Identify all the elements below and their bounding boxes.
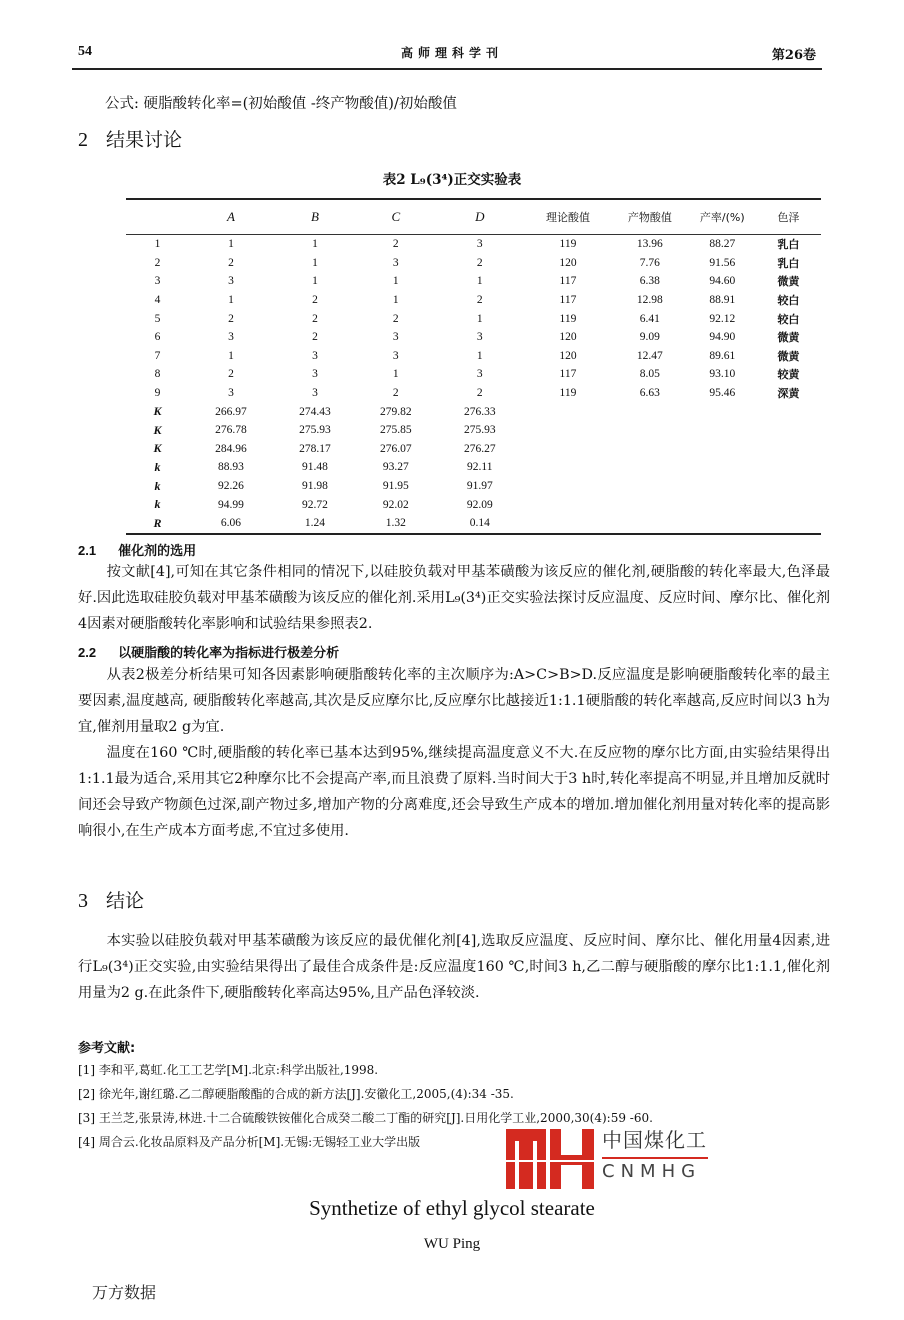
- table-cell: 0.14: [435, 514, 525, 534]
- section-2-2-heading: [78, 642, 339, 661]
- stat-label: R: [126, 514, 189, 534]
- table-cell: 91.56: [709, 256, 736, 269]
- table-cell: 3: [392, 256, 399, 269]
- volume-label: 第26卷: [771, 48, 816, 63]
- logo-divider: [602, 1157, 708, 1159]
- table-cell: 89.61: [709, 349, 736, 362]
- table-cell: 1: [228, 349, 234, 362]
- table-cell: 88.91: [709, 294, 736, 307]
- table-row: [126, 272, 821, 291]
- table-cell: 3: [154, 275, 161, 288]
- table-caption: 表2 L₉(3⁴)正交实验表: [382, 172, 522, 188]
- table-cell: 3: [476, 238, 483, 251]
- table-cell: 92.12: [709, 312, 736, 325]
- table-cell: [525, 440, 611, 459]
- table-cell: 117: [559, 294, 577, 307]
- table-cell: 2: [312, 294, 318, 307]
- table-cell: 91.95: [382, 480, 409, 493]
- table-cell: 93.27: [382, 461, 409, 474]
- paragraph: 本实验以硅胶负载对甲基苯磺酸为该反应的最优催化剂[4],选取反应温度、反应时间、摩尔比、催化用量4因素,进行L₉(3⁴)正交实验,由实验结果得出了最佳合成条件是:反应温度160 ℃,时间3 h,乙二醇与硬脂酸的摩尔比1:1.1,催化剂用量为2 g.在此条件下,硬脂酸转化率高达95%,且产品色泽较淡.: [78, 933, 830, 1001]
- table-row: [126, 254, 821, 273]
- header-cell: 产率/(%): [689, 199, 756, 235]
- table-cell: 乳白: [777, 238, 800, 252]
- table-cell: 1: [476, 312, 483, 325]
- stat-label: K: [153, 404, 162, 419]
- table-cell: 1: [392, 294, 399, 307]
- section-3-body: [78, 928, 830, 1006]
- table-cell: 93.10: [709, 368, 736, 381]
- table-cell: [525, 477, 611, 496]
- table-cell: 微黄: [777, 331, 800, 345]
- stat-label: K: [153, 422, 162, 437]
- table-cell: [756, 402, 821, 421]
- table-cell: 117: [559, 275, 577, 288]
- table-cell: 1: [392, 275, 399, 288]
- table-cell: [756, 440, 821, 459]
- table-cell: 275.93: [463, 424, 496, 437]
- table-cell: 较白: [777, 294, 800, 308]
- table-cell: 119: [559, 238, 577, 251]
- table-cell: 较白: [777, 312, 800, 326]
- table-cell: [611, 477, 689, 496]
- table-cell: 276.07: [379, 442, 412, 455]
- table-cell: 92.72: [302, 498, 328, 511]
- table-cell: [525, 421, 611, 440]
- table-cell: [611, 514, 689, 534]
- stat-row: [126, 421, 821, 440]
- table-cell: 117: [559, 368, 577, 381]
- table-cell: [756, 495, 821, 514]
- table-cell: 91.98: [302, 480, 328, 493]
- table-cell: 94.99: [218, 498, 244, 511]
- table-cell: [756, 477, 821, 496]
- table-cell: [689, 477, 756, 496]
- table-cell: [689, 495, 756, 514]
- reference-item: [4] 周合云.化妆品原料及产品分析[M].无锡:无锡轻工业大学出版: [78, 1135, 421, 1149]
- table-cell: 275.85: [379, 424, 412, 437]
- page-number: 54: [78, 44, 92, 59]
- table-cell: 88.27: [709, 238, 736, 251]
- section-2-1-heading: [78, 540, 196, 559]
- section-number: 3: [78, 890, 88, 912]
- table-cell: 1.32: [357, 514, 435, 534]
- table-cell: 6.41: [639, 312, 660, 325]
- table-cell: 2: [392, 238, 399, 251]
- table-cell: 284.96: [215, 442, 247, 455]
- table-cell: 较黄: [777, 368, 800, 382]
- table-cell: 2: [228, 312, 234, 325]
- table-cell: [689, 421, 756, 440]
- table-cell: 微黄: [777, 275, 800, 289]
- table-cell: 微黄: [777, 349, 800, 363]
- table-cell: 12.47: [636, 349, 663, 362]
- table-cell: 276.78: [215, 424, 247, 437]
- table-cell: 2: [476, 387, 483, 400]
- table-cell: [689, 458, 756, 477]
- stat-row: [126, 477, 821, 496]
- table-cell: 6.63: [639, 387, 660, 400]
- header-cell: 产物酸值: [611, 199, 689, 235]
- header-cell: D: [435, 199, 525, 235]
- stat-label: k: [154, 497, 161, 512]
- stat-label: K: [153, 441, 162, 456]
- reference-item: [3] 王兰芝,张景涛,林进.十二合硫酸铁铵催化合成癸二酸二丁酯的研究[J].日用化学工业,2000,30(4):59 -60.: [78, 1111, 653, 1125]
- table-cell: [611, 495, 689, 514]
- table-cell: 1: [154, 238, 161, 251]
- table-cell: 9: [154, 387, 161, 400]
- table-cell: 276.33: [463, 405, 496, 418]
- section-number: 2: [78, 129, 88, 151]
- table-cell: 276.27: [463, 442, 496, 455]
- logo-text-en: CNMHG: [602, 1161, 702, 1182]
- source-label: 万方数据: [92, 1283, 157, 1302]
- header-rule: [72, 68, 822, 70]
- paragraph: 按文献[4],可知在其它条件相同的情况下,以硅胶负载对甲基苯磺酸为该反应的催化剂,硬脂酸的转化率最大,色泽最好.因此选取硅胶负载对甲基苯磺酸为该反应的催化剂.采用L₉(3⁴)正交实验法探讨反应温度、反应时间、摩尔比、催化剂4因素对硬脂酸转化率影响和试验结果参照表2.: [78, 564, 830, 632]
- table-cell: 92.09: [466, 498, 493, 511]
- table-cell: 4: [154, 294, 161, 307]
- stat-row: [126, 440, 821, 459]
- table-cell: 120: [559, 256, 577, 269]
- subsection-title: 催化剂的选用: [118, 544, 197, 559]
- table-row: [126, 347, 821, 366]
- paragraph: 从表2极差分析结果可知各因素影响硬脂酸转化率的主次顺序为:A>C>B>D.反应温度是影响硬脂酸转化率的最主要因素,温度越高, 硬脂酸转化率越高,其次是反应摩尔比,反应摩尔比越接近1:1.1硬脂酸的转化率越高,反应时间以3 h为宜,催剂用量取2 g为宜.: [78, 667, 830, 735]
- table-cell: 2: [476, 256, 483, 269]
- table-cell: 95.46: [709, 387, 736, 400]
- references-title: 参考文献:: [78, 1041, 136, 1056]
- table-cell: 119: [559, 387, 577, 400]
- table-cell: 3: [312, 349, 318, 362]
- table-cell: 8: [154, 368, 161, 381]
- table-cell: 119: [559, 312, 577, 325]
- table-cell: 1: [312, 256, 318, 269]
- table-cell: 1: [312, 238, 318, 251]
- stat-row: [126, 495, 821, 514]
- paragraph: 温度在160 ℃时,硬脂酸的转化率已基本达到95%,继续提高温度意义不大.在反应物的摩尔比方面,由实验结果得出1:1.1最为适合,采用其它2种摩尔比不会提高产率,而且浪费了原料.当时间大于3 h时,转化率提高不明显,并且增加反就时间还会导致产物颜色过深,副产物过多,增加产物的分离难度,还会导致生产成本的增加.增加催化剂用量对转化率的提高影响很小,在生产成本方面考虑,不宜过多使用.: [78, 745, 830, 839]
- section-title: 结论: [106, 890, 145, 912]
- table-cell: 9.09: [639, 331, 660, 344]
- stat-row: [126, 458, 821, 477]
- cnmhg-watermark-logo: [504, 1127, 714, 1191]
- section-title: 结果讨论: [106, 129, 183, 151]
- table-cell: [525, 495, 611, 514]
- section-3-heading: [78, 886, 144, 913]
- subsection-title: 以硬脂酸的转化率为指标进行极差分析: [118, 646, 340, 661]
- section-2-1-body: [78, 559, 830, 637]
- table-cell: 120: [559, 349, 577, 362]
- table-cell: [689, 440, 756, 459]
- table-cell: 1: [476, 275, 483, 288]
- header-cell: [126, 199, 189, 235]
- table-cell: [689, 514, 756, 534]
- table-cell: 3: [312, 387, 318, 400]
- table-cell: 12.98: [636, 294, 663, 307]
- table-cell: 3: [476, 368, 483, 381]
- table-cell: 94.90: [709, 331, 736, 344]
- table-cell: [611, 458, 689, 477]
- table-cell: 6: [154, 331, 161, 344]
- table-cell: 3: [392, 331, 399, 344]
- table-cell: 3: [228, 387, 234, 400]
- table-cell: 3: [476, 331, 483, 344]
- table-cell: 266.97: [215, 405, 247, 418]
- stat-label: k: [154, 478, 161, 493]
- table-cell: 91.48: [302, 461, 328, 474]
- reference-item: [1] 李和平,葛虹.化工工艺学[M].北京:科学出版社,1998.: [78, 1063, 379, 1077]
- table-cell: 5: [154, 312, 161, 325]
- table-row: [126, 384, 821, 403]
- table-cell: 3: [228, 275, 234, 288]
- table-cell: 275.93: [299, 424, 331, 437]
- table-cell: 274.43: [299, 405, 331, 418]
- table-cell: 2: [392, 312, 399, 325]
- table-cell: 乳白: [777, 256, 800, 270]
- table-cell: [611, 440, 689, 459]
- orthogonal-table: [126, 198, 821, 535]
- table-cell: 2: [312, 331, 318, 344]
- table-cell: 6.38: [639, 275, 660, 288]
- header-cell: A: [189, 199, 273, 235]
- subsection-number: 2.1: [78, 543, 97, 558]
- table-cell: 92.02: [382, 498, 409, 511]
- table-cell: 2: [312, 312, 318, 325]
- table-cell: 91.97: [466, 480, 493, 493]
- header-cell: C: [357, 199, 435, 235]
- stat-label: k: [154, 459, 161, 474]
- table-cell: [525, 514, 611, 534]
- section-2-2-body: [78, 662, 830, 844]
- mh-logo-icon: [504, 1127, 596, 1191]
- subsection-number: 2.2: [78, 645, 97, 660]
- table-cell: [525, 458, 611, 477]
- table-cell: 1: [476, 349, 483, 362]
- table-cell: 92.11: [467, 461, 493, 474]
- table-row: [126, 235, 821, 254]
- table-cell: 2: [228, 368, 234, 381]
- table-cell: 2: [476, 294, 483, 307]
- header-cell: B: [273, 199, 357, 235]
- table-row: [126, 309, 821, 328]
- table-cell: 2: [228, 256, 234, 269]
- table-cell: [525, 402, 611, 421]
- table-cell: 7: [154, 349, 161, 362]
- table-cell: 3: [392, 349, 399, 362]
- formula-line: 公式: 硬脂酸转化率=(初始酸值 -终产物酸值)/初始酸值: [105, 96, 457, 112]
- header-cell: 理论酸值: [525, 199, 611, 235]
- table-cell: 深黄: [777, 387, 800, 401]
- table-cell: 120: [559, 331, 577, 344]
- table-cell: 1.24: [273, 514, 357, 534]
- table-cell: 13.96: [636, 238, 663, 251]
- table-cell: 1: [392, 368, 399, 381]
- table-cell: [689, 402, 756, 421]
- table-cell: 7.76: [639, 256, 660, 269]
- stat-row: [126, 514, 821, 534]
- table-row: [126, 291, 821, 310]
- logo-text-cn: 中国煤化工: [602, 1128, 707, 1152]
- table-cell: 6.06: [189, 514, 273, 534]
- table-cell: [611, 402, 689, 421]
- table-cell: 1: [228, 238, 234, 251]
- table-cell: 278.17: [299, 442, 331, 455]
- table-cell: 1: [228, 294, 234, 307]
- table-cell: 2: [392, 387, 399, 400]
- table-cell: [756, 458, 821, 477]
- table-cell: 92.26: [218, 480, 244, 493]
- table-cell: 3: [312, 368, 318, 381]
- stat-row: [126, 402, 821, 421]
- journal-title: 高师理科学刊: [400, 46, 503, 60]
- table-cell: 2: [154, 256, 161, 269]
- header-cell: 色泽: [756, 199, 821, 235]
- reference-item: [2] 徐光年,谢红璐.乙二醇硬脂酸酯的合成的新方法[J].安徽化工,2005,(4):34 -35.: [78, 1087, 514, 1101]
- english-author: WU Ping: [423, 1236, 481, 1252]
- table-cell: 88.93: [218, 461, 244, 474]
- section-2-heading: [78, 125, 182, 152]
- table-cell: 94.60: [709, 275, 736, 288]
- table-cell: 8.05: [639, 368, 660, 381]
- table-cell: 3: [228, 331, 234, 344]
- table-header-row: [126, 199, 821, 235]
- table-row: [126, 328, 821, 347]
- table-cell: 1: [312, 275, 318, 288]
- table-cell: 279.82: [379, 405, 412, 418]
- table-cell: [756, 421, 821, 440]
- table-row: [126, 365, 821, 384]
- table-cell: [756, 514, 821, 534]
- table-cell: [611, 421, 689, 440]
- english-title: Synthetize of ethyl glycol stearate: [309, 1196, 595, 1220]
